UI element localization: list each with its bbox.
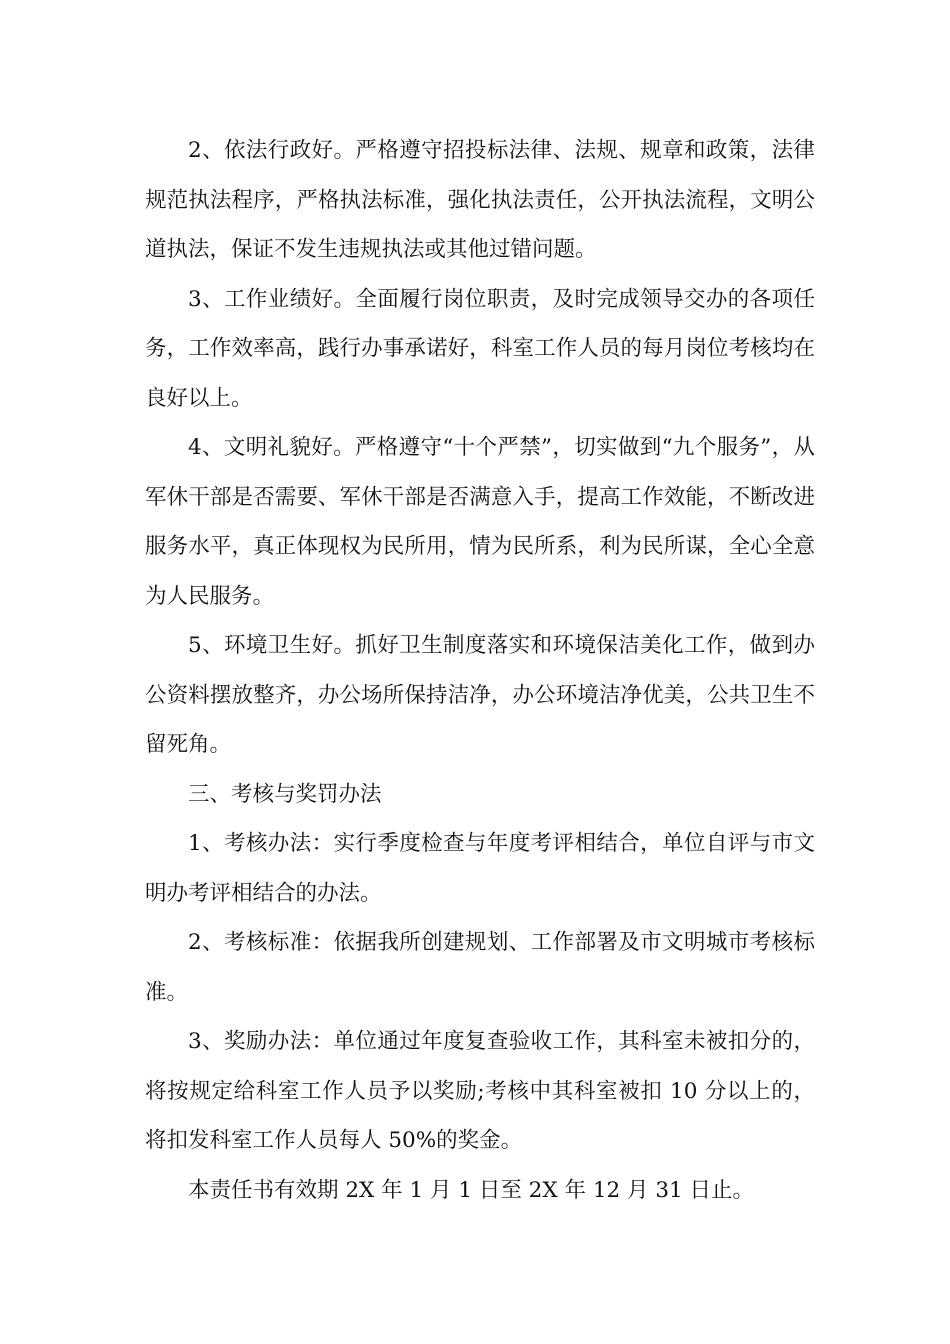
paragraph-work-performance: 3、工作业绩好。全面履行岗位职责，及时完成领导交办的各项任务，工作效率高，践行办事承诺好，科室工作人员的每月岗位考核均在良好以上。 <box>145 286 815 411</box>
document-body <box>145 126 815 1215</box>
paragraph-environment: 5、环境卫生好。抓好卫生制度落实和环境保洁美化工作，做到办公资料摆放整齐，办公场所保持洁净，办公环境洁净优美，公共卫生不留死角。 <box>145 633 815 757</box>
paragraph-validity-period: 本责任书有效期 2X 年 1 月 1 日至 2X 年 12 月 31 日止。 <box>188 1177 755 1203</box>
paragraph-assessment-standard: 2、考核标准：依据我所创建规划、工作部署及市文明城市考核标准。 <box>145 930 815 1005</box>
paragraph-law-enforcement: 2、依法行政好。严格遵守招投标法律、法规、规章和政策，法律规范执法程序，严格执法标准，强化执法责任，公开执法流程，文明公道执法，保证不发生违规执法或其他过错问题。 <box>145 138 815 262</box>
paragraph-assessment-method: 1、考核办法：实行季度检查与年度考评相结合，单位自评与市文明办考评相结合的办法。 <box>145 831 815 906</box>
paragraph-civility: 4、文明礼貌好。严格遵守“十个严禁”，切实做到“九个服务”，从军休干部是否需要、军休干部是否满意入手，提高工作效能，不断改进服务水平，真正体现权为民所用，情为民所系，利为民所谋，全心全意为人民服务。 <box>145 435 815 609</box>
paragraph-reward-method: 3、奖励办法：单位通过年度复查验收工作，其科室未被扣分的，将按规定给科室工作人员予以奖励;考核中其科室被扣 10 分以上的，将扣发科室工作人员每人 50%的奖金。 <box>145 1029 815 1153</box>
section-heading-assessment: 三、考核与奖罚办法 <box>188 781 382 807</box>
